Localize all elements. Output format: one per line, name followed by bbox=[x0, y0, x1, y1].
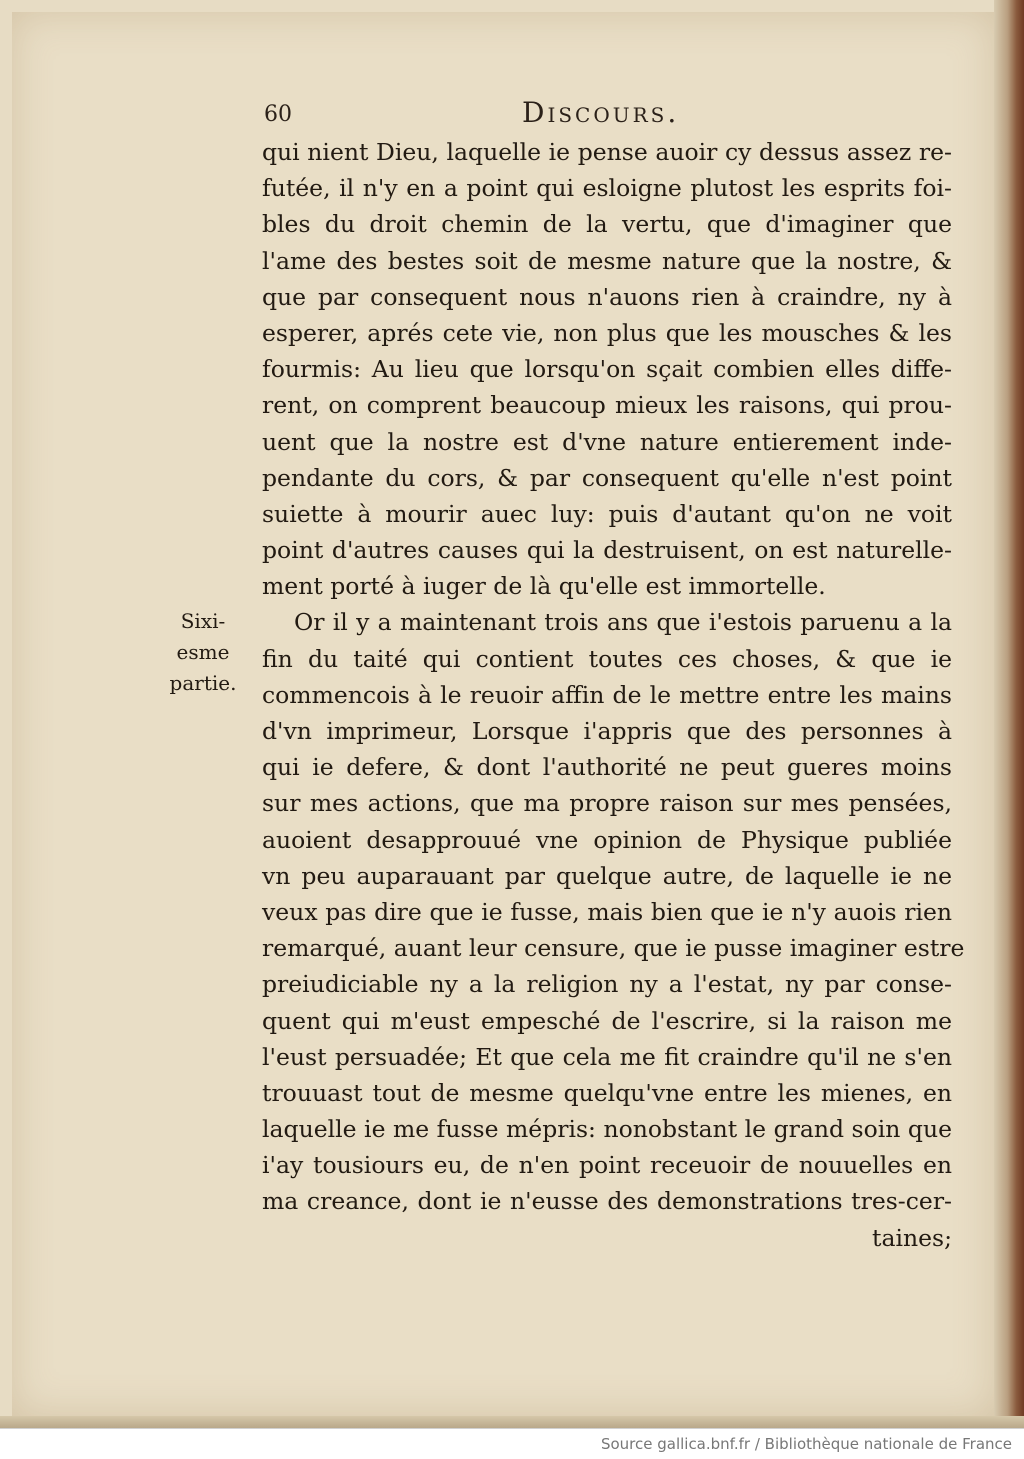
page-bottom-edge bbox=[0, 1416, 1024, 1428]
text-line: esperer, aprés cete vie, non plus que les mousches & les bbox=[262, 318, 952, 347]
text-line: vn peu auparauant par quelque autre, de laquelle ie ne bbox=[262, 861, 952, 890]
text-line: uent que la nostre est d'vne nature entierement inde- bbox=[262, 427, 952, 456]
catchword: taines; bbox=[872, 1223, 952, 1252]
text-line: futée, il n'y en a point qui esloigne plutost les esprits foi- bbox=[262, 174, 952, 203]
source-credit: Source gallica.bnf.fr / Bibliothèque nationale de France bbox=[600, 1435, 1012, 1453]
text-line: auoient desapprouué vne opinion de Physique publiée bbox=[262, 825, 952, 854]
page-number: 60 bbox=[264, 102, 292, 127]
text-line: qui nient Dieu, laquelle ie pense auoir cy dessus assez re- bbox=[262, 138, 952, 166]
text-line: remarqué, auant leur censure, que ie pusse imaginer estre bbox=[262, 934, 965, 963]
margin-note-line: partie. bbox=[169, 671, 237, 695]
text-line: fin du taité qui contient toutes ces choses, & que ie bbox=[262, 644, 952, 673]
running-title: Discours. bbox=[522, 96, 680, 129]
text-line: i'ay tousiours eu, de n'en point receuoir de nouuelles en bbox=[262, 1151, 952, 1180]
text-line: laquelle ie me fusse mépris: nonobstant le grand soin que bbox=[262, 1115, 952, 1144]
running-head bbox=[264, 96, 732, 132]
text-line: pendante du cors, & par consequent qu'elle n'est point bbox=[262, 463, 952, 492]
text-line: ment porté à iuger de là qu'elle est immortelle. bbox=[262, 572, 826, 601]
text-line: ma creance, dont ie n'eusse des demonstrations tres-cer- bbox=[262, 1187, 952, 1216]
text-line: preiudiciable ny a la religion ny a l'estat, ny par conse- bbox=[262, 970, 952, 999]
text-line: fourmis: Au lieu que lorsqu'on sçait combien elles diffe- bbox=[262, 355, 952, 384]
text-line: veux pas dire que ie fusse, mais bien que ie n'y auois rien bbox=[262, 897, 952, 926]
page-edge bbox=[994, 0, 1024, 1428]
text-line: que par consequent nous n'auons rien à craindre, ny à bbox=[262, 282, 952, 311]
margin-note-line: esme bbox=[176, 640, 230, 664]
text-line: Or il y a maintenant trois ans que i'estois paruenu a la bbox=[294, 608, 952, 637]
text-line: quent qui m'eust empesché de l'escrire, si la raison me bbox=[262, 1006, 952, 1035]
body-text bbox=[262, 134, 965, 1256]
text-line: l'ame des bestes soit de mesme nature que la nostre, & bbox=[262, 246, 952, 275]
margin-note-line: Sixi- bbox=[180, 609, 226, 633]
text-line: qui ie defere, & dont l'authorité ne peut gueres moins bbox=[262, 753, 952, 782]
text-line: rent, on comprent beaucoup mieux les raisons, qui prou- bbox=[262, 391, 952, 420]
text-line: l'eust persuadée; Et que cela me fit craindre qu'il ne s'en bbox=[262, 1042, 952, 1071]
text-line: commencois à le reuoir affin de le mettre entre les mains bbox=[262, 680, 952, 709]
text-line: point d'autres causes qui la destruisent, on est naturelle- bbox=[262, 536, 952, 565]
text-line: suiette à mourir auec luy: puis d'autant qu'on ne voit bbox=[262, 499, 952, 528]
margin-note bbox=[160, 606, 246, 699]
source-footer bbox=[0, 1428, 1024, 1459]
text-line: bles du droit chemin de la vertu, que d'imaginer que bbox=[262, 210, 952, 239]
text-line: sur mes actions, que ma propre raison sur mes pensées, bbox=[262, 789, 952, 818]
text-line: d'vn imprimeur, Lorsque i'appris que des personnes à bbox=[262, 717, 952, 745]
text-line: trouuast tout de mesme quelqu'vne entre les mienes, en bbox=[262, 1078, 952, 1107]
